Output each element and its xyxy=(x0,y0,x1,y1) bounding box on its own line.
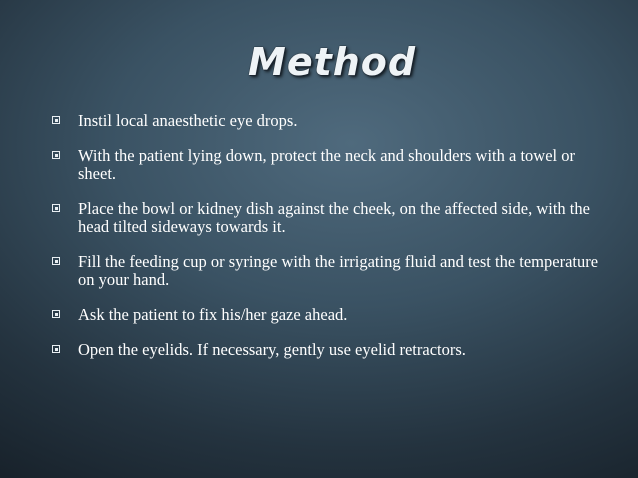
bullet-text: With the patient lying down, protect the neck and shoulders with a towel or sheet. xyxy=(78,146,575,183)
slide-title: Method xyxy=(248,40,417,84)
list-item xyxy=(50,341,610,359)
square-bullet-icon xyxy=(52,345,60,353)
bullet-text: Instil local anaesthetic eye drops. xyxy=(78,111,298,130)
list-item xyxy=(50,253,610,289)
bullet-text: Fill the feeding cup or syringe with the irrigating fluid and test the temperature on your hand. xyxy=(78,252,599,289)
square-bullet-icon xyxy=(52,257,60,265)
bullet-text: Ask the patient to fix his/her gaze ahead. xyxy=(78,305,348,324)
list-item xyxy=(50,200,610,236)
list-item xyxy=(50,112,610,130)
square-bullet-icon xyxy=(52,204,60,212)
square-bullet-icon xyxy=(52,116,60,124)
bullet-text: Open the eyelids. If necessary, gently use eyelid retractors. xyxy=(78,340,466,359)
list-item xyxy=(50,147,610,183)
bullet-text: Place the bowl or kidney dish against the cheek, on the affected side, with the head tilted sideways towards it. xyxy=(78,199,590,236)
list-item xyxy=(50,306,610,324)
square-bullet-icon xyxy=(52,151,60,159)
square-bullet-icon xyxy=(52,310,60,318)
bullet-list xyxy=(50,112,610,376)
